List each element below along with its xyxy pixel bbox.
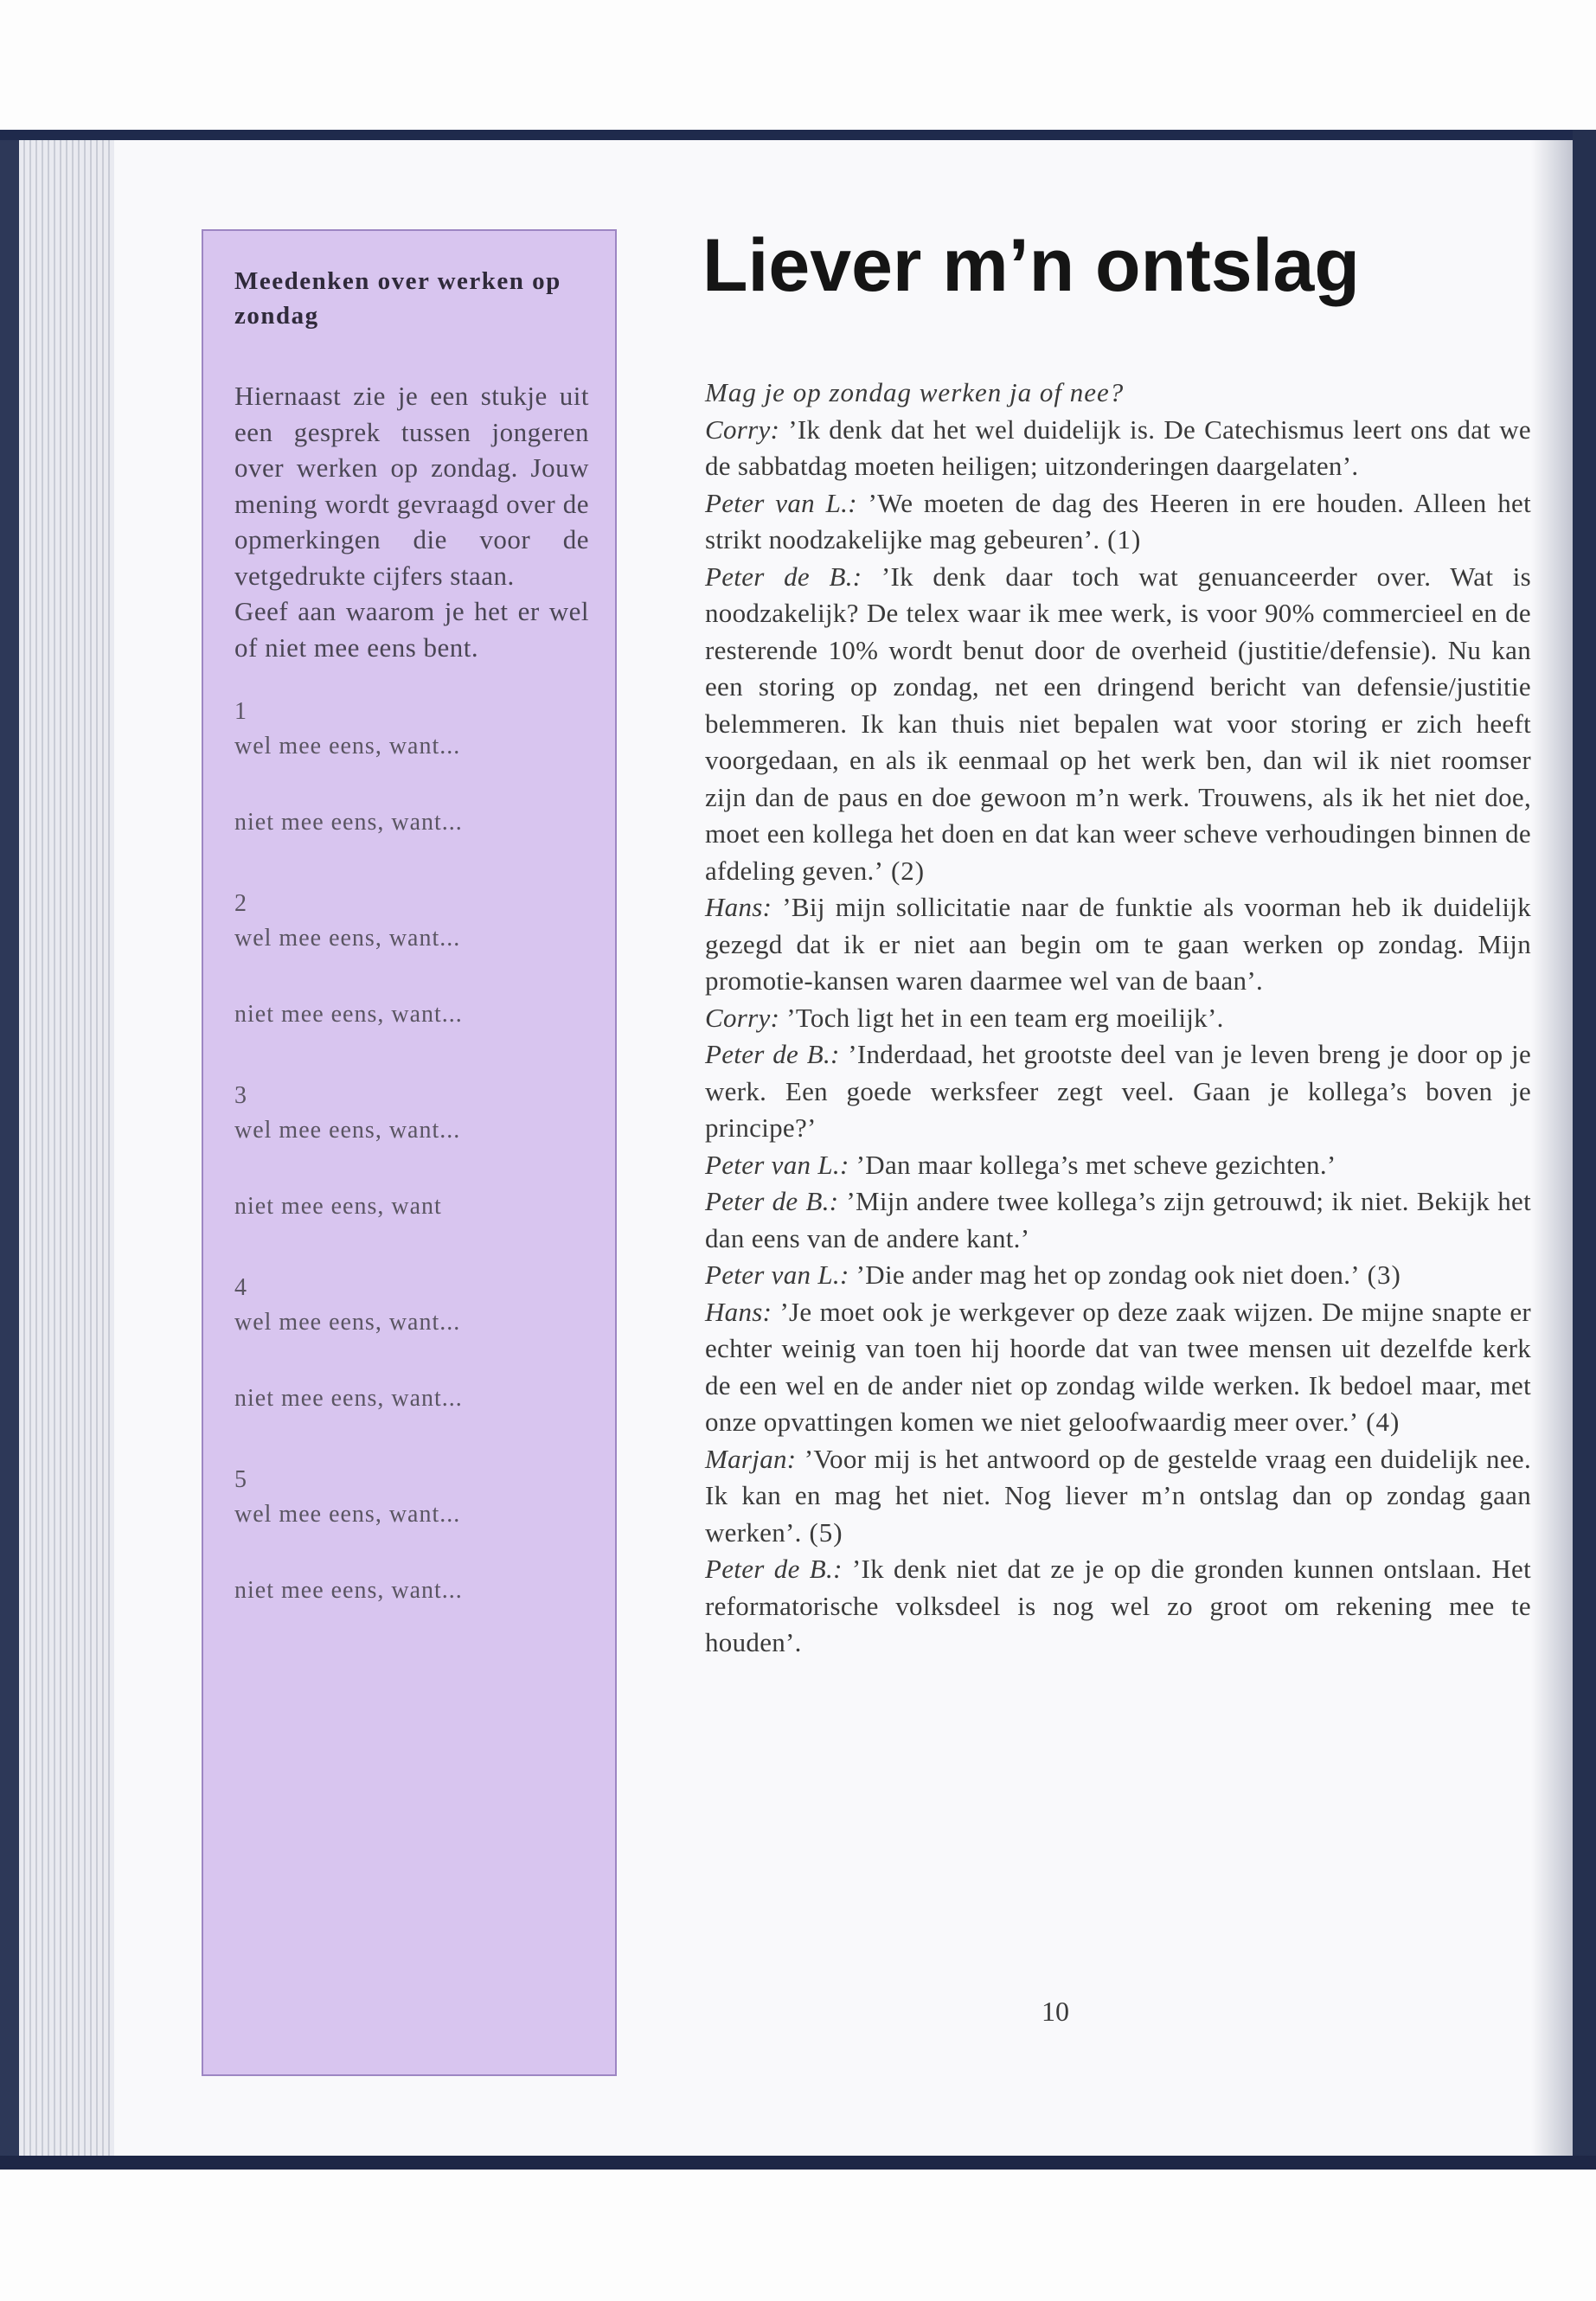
question-disagree-option: niet mee eens, want... (234, 1577, 463, 1604)
dialogue-text: ’Voor mij is het antwoord op de gestelde vraag een duidelijk nee. Ik kan en mag het niet. Nog liever m’n ontslag dan op zondag gaan werken’. (705, 1443, 1531, 1548)
question-4 (234, 1271, 589, 1416)
question-number: 4 (234, 1274, 247, 1301)
dialogue-text: ’We moeten de dag des Heeren in ere houden. Alleen het strikt noodzakelijke mag gebeuren’. (705, 487, 1531, 554)
speaker-name: Marjan: (705, 1443, 797, 1474)
question-2 (234, 887, 589, 1032)
sidebar-title: Meedenken over werken op zondag (234, 267, 561, 330)
article-headline: Liever m’n ontslag (702, 224, 1360, 307)
dialogue-paragraph (705, 485, 1531, 559)
page-gutter-shadow (1531, 140, 1573, 2156)
book-binding-left (0, 130, 19, 2170)
question-reference-number: (4) (1358, 1407, 1401, 1437)
question-disagree-option: niet mee eens, want... (234, 1385, 463, 1412)
question-disagree-option: niet mee eens, want (234, 1193, 442, 1220)
question-disagree-option: niet mee eens, want... (234, 809, 463, 836)
dialogue-text: ’Dan maar kollega’s met scheve gezichten.’ (849, 1149, 1336, 1180)
sidebar-intro (234, 378, 589, 665)
sidebar-intro-paragraph: Geef aan waarom je het er wel of niet mee eens bent. (234, 596, 589, 663)
page-stack-edges (19, 140, 114, 2156)
speaker-name: Hans: (705, 1296, 772, 1327)
speaker-name: Corry: (705, 1002, 780, 1033)
question-reference-number: (2) (883, 855, 926, 886)
dialogue-paragraph (705, 1147, 1531, 1184)
dialogue-text: ’Ik denk dat het wel duidelijk is. De Catechismus leert ons dat we de sabbatdag moeten heiligen; uitzonderingen daargelaten’. (705, 413, 1531, 481)
dialogue-paragraph (705, 1000, 1531, 1037)
dialogue-paragraph (705, 1183, 1531, 1257)
question-disagree-option: niet mee eens, want... (234, 1001, 463, 1028)
question-number: 5 (234, 1466, 247, 1493)
dialogue-paragraph (705, 1036, 1531, 1147)
question-reference-number: (3) (1359, 1259, 1401, 1290)
dialogue-text: ’Toch ligt het in een team erg moeilijk’. (779, 1002, 1224, 1033)
dialogue-paragraph (705, 1441, 1531, 1552)
dialogue-text: ’Bij mijn sollicitatie naar de funktie als voorman heb ik duidelijk gezegd dat ik er niet aan begin om te gaan werken op zondag. Mijn promotie-kansen waren daarmee wel van de baan’. (705, 892, 1531, 996)
article-lead-question: Mag je op zondag werken ja of nee? (705, 377, 1125, 407)
question-agree-option: wel mee eens, want... (234, 733, 461, 760)
question-reference-number: (5) (801, 1516, 843, 1548)
dialogue-text: ’Die ander mag het op zondag ook niet doen.’ (849, 1259, 1360, 1290)
dialogue-paragraph (705, 559, 1531, 890)
question-agree-option: wel mee eens, want... (234, 1501, 461, 1528)
speaker-name: Peter van L.: (705, 1259, 849, 1290)
dialogue-paragraph (705, 889, 1531, 1000)
question-3 (234, 1079, 589, 1224)
dialogue-paragraph (705, 412, 1531, 485)
article-body (705, 375, 1531, 1662)
dialogue-paragraphs (705, 412, 1531, 1662)
speaker-name: Corry: (705, 413, 780, 445)
question-agree-option: wel mee eens, want... (234, 925, 461, 952)
question-1 (234, 695, 589, 840)
dialogue-text: ’Ik denk niet dat ze je op die gronden kunnen ontslaan. Het reformatorische volksdeel is nog wel zo groot om rekening mee te houden’. (705, 1554, 1531, 1657)
book-binding-top (0, 130, 1596, 140)
speaker-name: Peter de B.: (705, 561, 862, 592)
dialogue-text: ’Ik denk daar toch wat genuanceerder over. Wat is noodzakelijk? De telex waar ik mee werk, is voor 90% commercieel en de resterende 10% wordt benut door de overheid (justitie/defensie). Nu kan een storing op zondag, net een dringend bericht van defensie/justitie belemmeren. Ik kan thuis niet bepalen wat voor storing er zich heeft voorgedaan, en als ik eenmaal op het werk ben, dan wil ik niet roomser zijn dan de paus en doe gewoon m’n werk. Trouwens, als ik het niet doe, moet een kollega het doen en dat kan weer scheve verhoudingen binnen de afdeling geven.’ (705, 561, 1532, 886)
dialogue-text: ’Je moet ook je werkgever op deze zaak wijzen. De mijne snapte er echter weinig van toen hij hoorde dat van twee mensen uit dezelfde kerk de een wel en de ander niet op zondag wilde werken. Ik bedoel maar, met onze opvattingen komen we niet geloofwaardig meer over.’ (705, 1296, 1531, 1437)
speaker-name: Peter van L.: (705, 487, 857, 518)
page-number: 10 (1042, 1996, 1069, 2027)
dialogue-paragraph (705, 1257, 1531, 1294)
sidebar-intro-paragraph: Hiernaast zie je een stukje uit een gesprek tussen jongeren over werken op zondag. Jouw mening wordt gevraagd over de opmerkingen die voor de vetgedrukte cijfers staan. (234, 381, 589, 591)
dialogue-paragraph (705, 1551, 1531, 1662)
question-number: 3 (234, 1082, 247, 1109)
dialogue-paragraph (705, 1294, 1531, 1441)
question-reference-number: (1) (1099, 524, 1142, 554)
speaker-name: Peter de B.: (705, 1039, 840, 1069)
book-binding-right (1573, 130, 1596, 2170)
dialogue-text: ’Inderdaad, het grootste deel van je leven breng je door op je werk. Een goede werksfeer zegt veel. Gaan je kollega’s boven je principe?’ (705, 1039, 1532, 1143)
exercise-sidebar (202, 229, 617, 2076)
question-agree-option: wel mee eens, want... (234, 1309, 461, 1336)
question-number: 1 (234, 698, 247, 725)
book-binding-bottom (0, 2156, 1596, 2170)
speaker-name: Peter de B.: (705, 1554, 843, 1584)
speaker-name: Hans: (705, 892, 772, 922)
question-agree-option: wel mee eens, want... (234, 1117, 461, 1144)
speaker-name: Peter de B.: (705, 1186, 839, 1216)
question-number: 2 (234, 890, 247, 917)
dialogue-text: ’Mijn andere twee kollega’s zijn getrouwd; ik niet. Bekijk het dan eens van de andere kant.’ (705, 1186, 1531, 1253)
question-5 (234, 1463, 589, 1608)
speaker-name: Peter van L.: (705, 1149, 849, 1180)
